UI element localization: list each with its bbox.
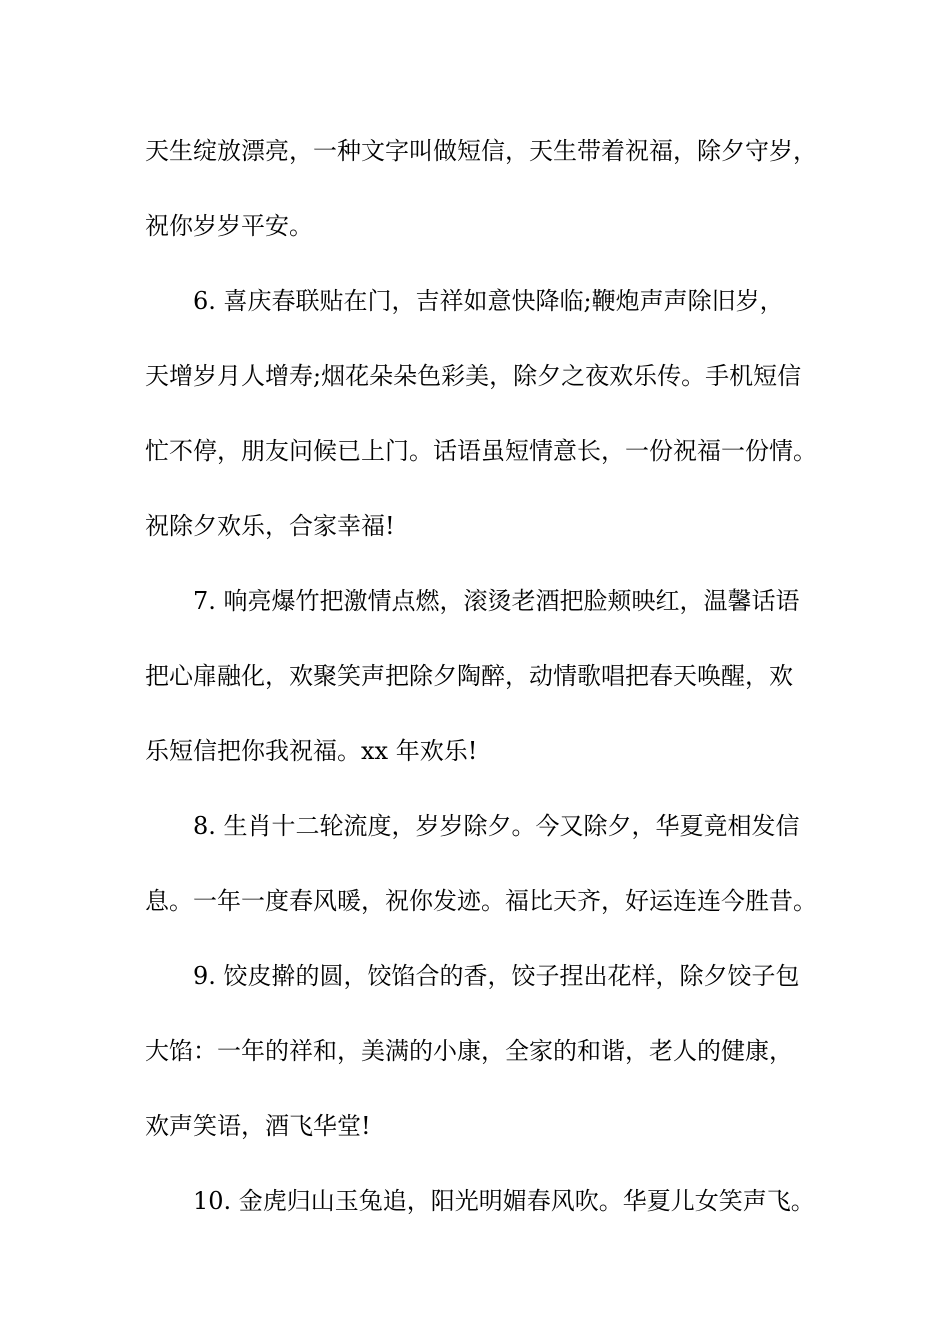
text-line: 欢声笑语，酒飞华堂! xyxy=(145,1112,371,1140)
list-item-10: 10. 金虎归山玉兔追，阳光明媚春风吹。华夏儿女笑声飞。 xyxy=(193,1187,815,1215)
text-line: 乐短信把你我祝福。xx 年欢乐! xyxy=(145,737,478,765)
text-line: 祝除夕欢乐，合家幸福! xyxy=(145,512,395,540)
text-line: 天增岁月人增寿;烟花朵朵色彩美，除夕之夜欢乐传。手机短信 xyxy=(145,362,802,390)
list-item-9: 9. 饺皮擀的圆，饺馅合的香，饺子捏出花样，除夕饺子包 xyxy=(193,962,800,990)
list-item-6: 6. 喜庆春联贴在门，吉祥如意快降临;鞭炮声声除旧岁， xyxy=(193,287,784,315)
text-line: 息。一年一度春风暖，祝你发迹。福比天齐，好运连连今胜昔。 xyxy=(145,887,817,915)
list-item-7: 7. 响亮爆竹把激情点燃，滚烫老酒把脸颊映红，温馨话语 xyxy=(193,587,800,615)
text-line: 大馅：一年的祥和，美满的小康，全家的和谐，老人的健康， xyxy=(145,1037,793,1065)
list-item-8: 8. 生肖十二轮流度，岁岁除夕。今又除夕，华夏竟相发信 xyxy=(193,812,800,840)
text-line: 忙不停，朋友问候已上门。话语虽短情意长，一份祝福一份情。 xyxy=(145,437,817,465)
text-line: 祝你岁岁平安。 xyxy=(145,212,313,240)
text-line: 把心扉融化，欢聚笑声把除夕陶醉，动情歌唱把春天唤醒，欢 xyxy=(145,662,793,690)
text-line: 天生绽放漂亮，一种文字叫做短信，天生带着祝福，除夕守岁， xyxy=(145,137,817,165)
